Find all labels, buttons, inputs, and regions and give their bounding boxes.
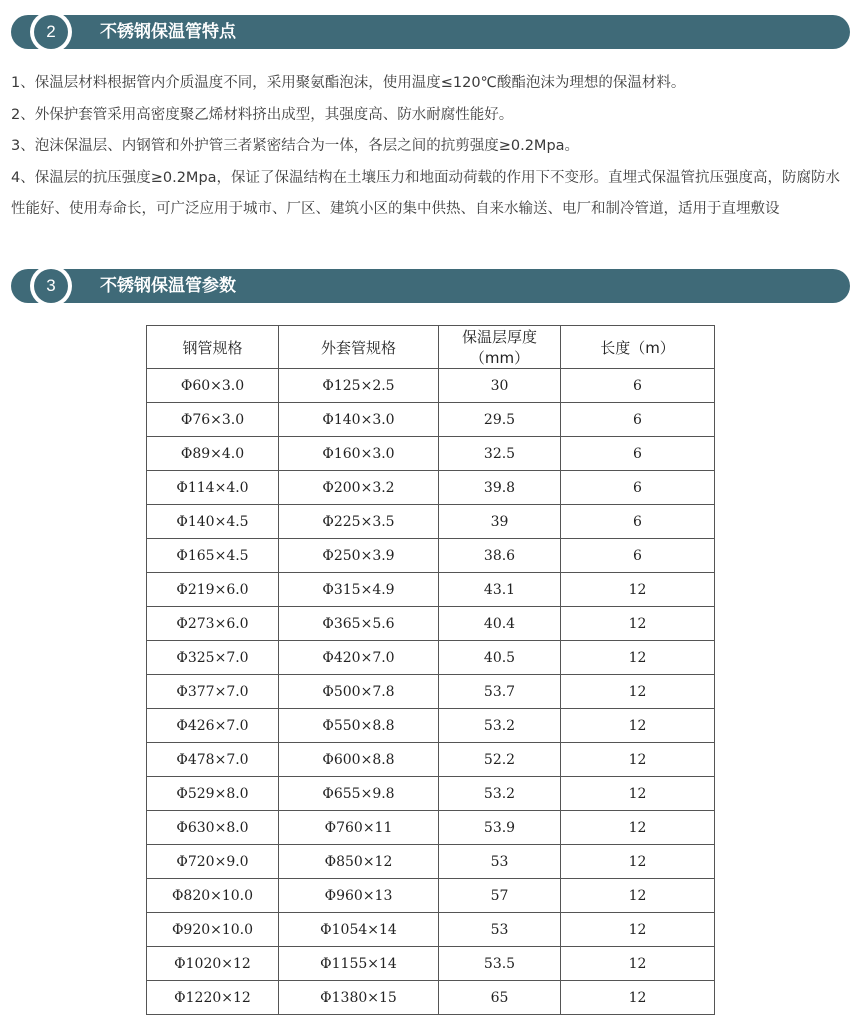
cell-insulation-thickness: 53.5: [439, 947, 561, 981]
cell-steel-pipe: Φ89×4.0: [147, 437, 279, 471]
cell-steel-pipe: Φ76×3.0: [147, 403, 279, 437]
cell-outer-casing: Φ365×5.6: [279, 607, 439, 641]
cell-outer-casing: Φ960×13: [279, 879, 439, 913]
section-header-features: [11, 15, 850, 49]
column-header-length: 长度（m）: [561, 326, 715, 369]
cell-insulation-thickness: 30: [439, 369, 561, 403]
table-row: [147, 777, 715, 811]
table-row: [147, 369, 715, 403]
column-header-steel-pipe: 钢管规格: [147, 326, 279, 369]
cell-insulation-thickness: 53: [439, 845, 561, 879]
cell-steel-pipe: Φ478×7.0: [147, 743, 279, 777]
cell-outer-casing: Φ655×9.8: [279, 777, 439, 811]
cell-insulation-thickness: 52.2: [439, 743, 561, 777]
cell-steel-pipe: Φ426×7.0: [147, 709, 279, 743]
table-row: [147, 811, 715, 845]
cell-length: 12: [561, 641, 715, 675]
section-number-badge: [30, 265, 72, 307]
cell-insulation-thickness: 38.6: [439, 539, 561, 573]
table-row: [147, 403, 715, 437]
cell-outer-casing: Φ315×4.9: [279, 573, 439, 607]
table-row: [147, 675, 715, 709]
cell-length: 12: [561, 981, 715, 1015]
cell-insulation-thickness: 53.7: [439, 675, 561, 709]
cell-length: 6: [561, 471, 715, 505]
cell-outer-casing: Φ550×8.8: [279, 709, 439, 743]
cell-insulation-thickness: 53: [439, 913, 561, 947]
table-row: [147, 947, 715, 981]
feature-item: 3、泡沫保温层、内钢管和外护管三者紧密结合为一体，各层之间的抗剪强度≥0.2Mpa。: [11, 138, 580, 154]
table-row: [147, 845, 715, 879]
cell-steel-pipe: Φ60×3.0: [147, 369, 279, 403]
cell-length: 12: [561, 709, 715, 743]
cell-outer-casing: Φ160×3.0: [279, 437, 439, 471]
cell-outer-casing: Φ760×11: [279, 811, 439, 845]
cell-insulation-thickness: 40.4: [439, 607, 561, 641]
cell-length: 6: [561, 369, 715, 403]
column-header-insulation-thickness: 保温层厚度（mm）: [439, 326, 561, 369]
cell-insulation-thickness: 39.8: [439, 471, 561, 505]
cell-outer-casing: Φ1054×14: [279, 913, 439, 947]
cell-insulation-thickness: 53.9: [439, 811, 561, 845]
cell-outer-casing: Φ140×3.0: [279, 403, 439, 437]
table-row: [147, 607, 715, 641]
section-number-badge: [30, 11, 72, 53]
table-row: [147, 471, 715, 505]
cell-outer-casing: Φ1155×14: [279, 947, 439, 981]
table-row: [147, 879, 715, 913]
cell-length: 6: [561, 505, 715, 539]
cell-length: 12: [561, 777, 715, 811]
cell-length: 12: [561, 675, 715, 709]
cell-length: 12: [561, 879, 715, 913]
cell-outer-casing: Φ225×3.5: [279, 505, 439, 539]
table-row: [147, 641, 715, 675]
cell-steel-pipe: Φ325×7.0: [147, 641, 279, 675]
table-row: [147, 437, 715, 471]
table-row: [147, 981, 715, 1015]
table-row: [147, 539, 715, 573]
column-header-outer-casing: 外套管规格: [279, 326, 439, 369]
cell-steel-pipe: Φ273×6.0: [147, 607, 279, 641]
cell-insulation-thickness: 40.5: [439, 641, 561, 675]
cell-steel-pipe: Φ140×4.5: [147, 505, 279, 539]
cell-outer-casing: Φ125×2.5: [279, 369, 439, 403]
cell-steel-pipe: Φ114×4.0: [147, 471, 279, 505]
cell-steel-pipe: Φ529×8.0: [147, 777, 279, 811]
cell-steel-pipe: Φ219×6.0: [147, 573, 279, 607]
cell-insulation-thickness: 32.5: [439, 437, 561, 471]
cell-length: 6: [561, 539, 715, 573]
cell-insulation-thickness: 65: [439, 981, 561, 1015]
table-row: [147, 573, 715, 607]
cell-length: 12: [561, 845, 715, 879]
table-row: [147, 743, 715, 777]
params-table-container: [146, 325, 715, 1015]
section-title: 不锈钢保温管参数: [100, 276, 236, 296]
cell-insulation-thickness: 39: [439, 505, 561, 539]
cell-outer-casing: Φ600×8.8: [279, 743, 439, 777]
cell-insulation-thickness: 57: [439, 879, 561, 913]
params-table: [146, 325, 715, 1015]
table-row: [147, 709, 715, 743]
cell-outer-casing: Φ1380×15: [279, 981, 439, 1015]
cell-length: 12: [561, 607, 715, 641]
cell-length: 12: [561, 811, 715, 845]
cell-insulation-thickness: 43.1: [439, 573, 561, 607]
feature-item: 1、保温层材料根据管内介质温度不同，采用聚氨酯泡沫，使用温度≤120℃酸酯泡沫为理想的保温材料。: [11, 75, 686, 91]
cell-steel-pipe: Φ165×4.5: [147, 539, 279, 573]
cell-insulation-thickness: 29.5: [439, 403, 561, 437]
section-header-params: [11, 269, 850, 303]
cell-outer-casing: Φ200×3.2: [279, 471, 439, 505]
cell-outer-casing: Φ500×7.8: [279, 675, 439, 709]
cell-length: 12: [561, 743, 715, 777]
cell-length: 12: [561, 913, 715, 947]
section-number: 3: [34, 269, 68, 303]
cell-outer-casing: Φ250×3.9: [279, 539, 439, 573]
cell-outer-casing: Φ420×7.0: [279, 641, 439, 675]
section-title: 不锈钢保温管特点: [100, 22, 236, 42]
cell-insulation-thickness: 53.2: [439, 709, 561, 743]
cell-length: 12: [561, 947, 715, 981]
cell-steel-pipe: Φ820×10.0: [147, 879, 279, 913]
table-row: [147, 913, 715, 947]
table-header-row: [147, 326, 715, 369]
cell-steel-pipe: Φ630×8.0: [147, 811, 279, 845]
feature-item: 4、保温层的抗压强度≥0.2Mpa，保证了保温结构在土壤压力和地面动荷载的作用下不变形。直埋式保温管抗压强度高，防腐防水性能好、使用寿命长，可广泛应用于城市、厂区、建筑小区的集中供热、自来水输送、电厂和制冷管道，适用于直埋敷设: [11, 169, 841, 217]
table-body: [147, 369, 715, 1015]
section-number: 2: [34, 15, 68, 49]
cell-steel-pipe: Φ1220×12: [147, 981, 279, 1015]
cell-steel-pipe: Φ920×10.0: [147, 913, 279, 947]
cell-steel-pipe: Φ720×9.0: [147, 845, 279, 879]
cell-steel-pipe: Φ1020×12: [147, 947, 279, 981]
features-list: [11, 68, 846, 226]
cell-insulation-thickness: 53.2: [439, 777, 561, 811]
cell-length: 12: [561, 573, 715, 607]
table-row: [147, 505, 715, 539]
cell-steel-pipe: Φ377×7.0: [147, 675, 279, 709]
cell-outer-casing: Φ850×12: [279, 845, 439, 879]
cell-length: 6: [561, 437, 715, 471]
cell-length: 6: [561, 403, 715, 437]
feature-item: 2、外保护套管采用高密度聚乙烯材料挤出成型，其强度高、防水耐腐性能好。: [11, 106, 514, 123]
